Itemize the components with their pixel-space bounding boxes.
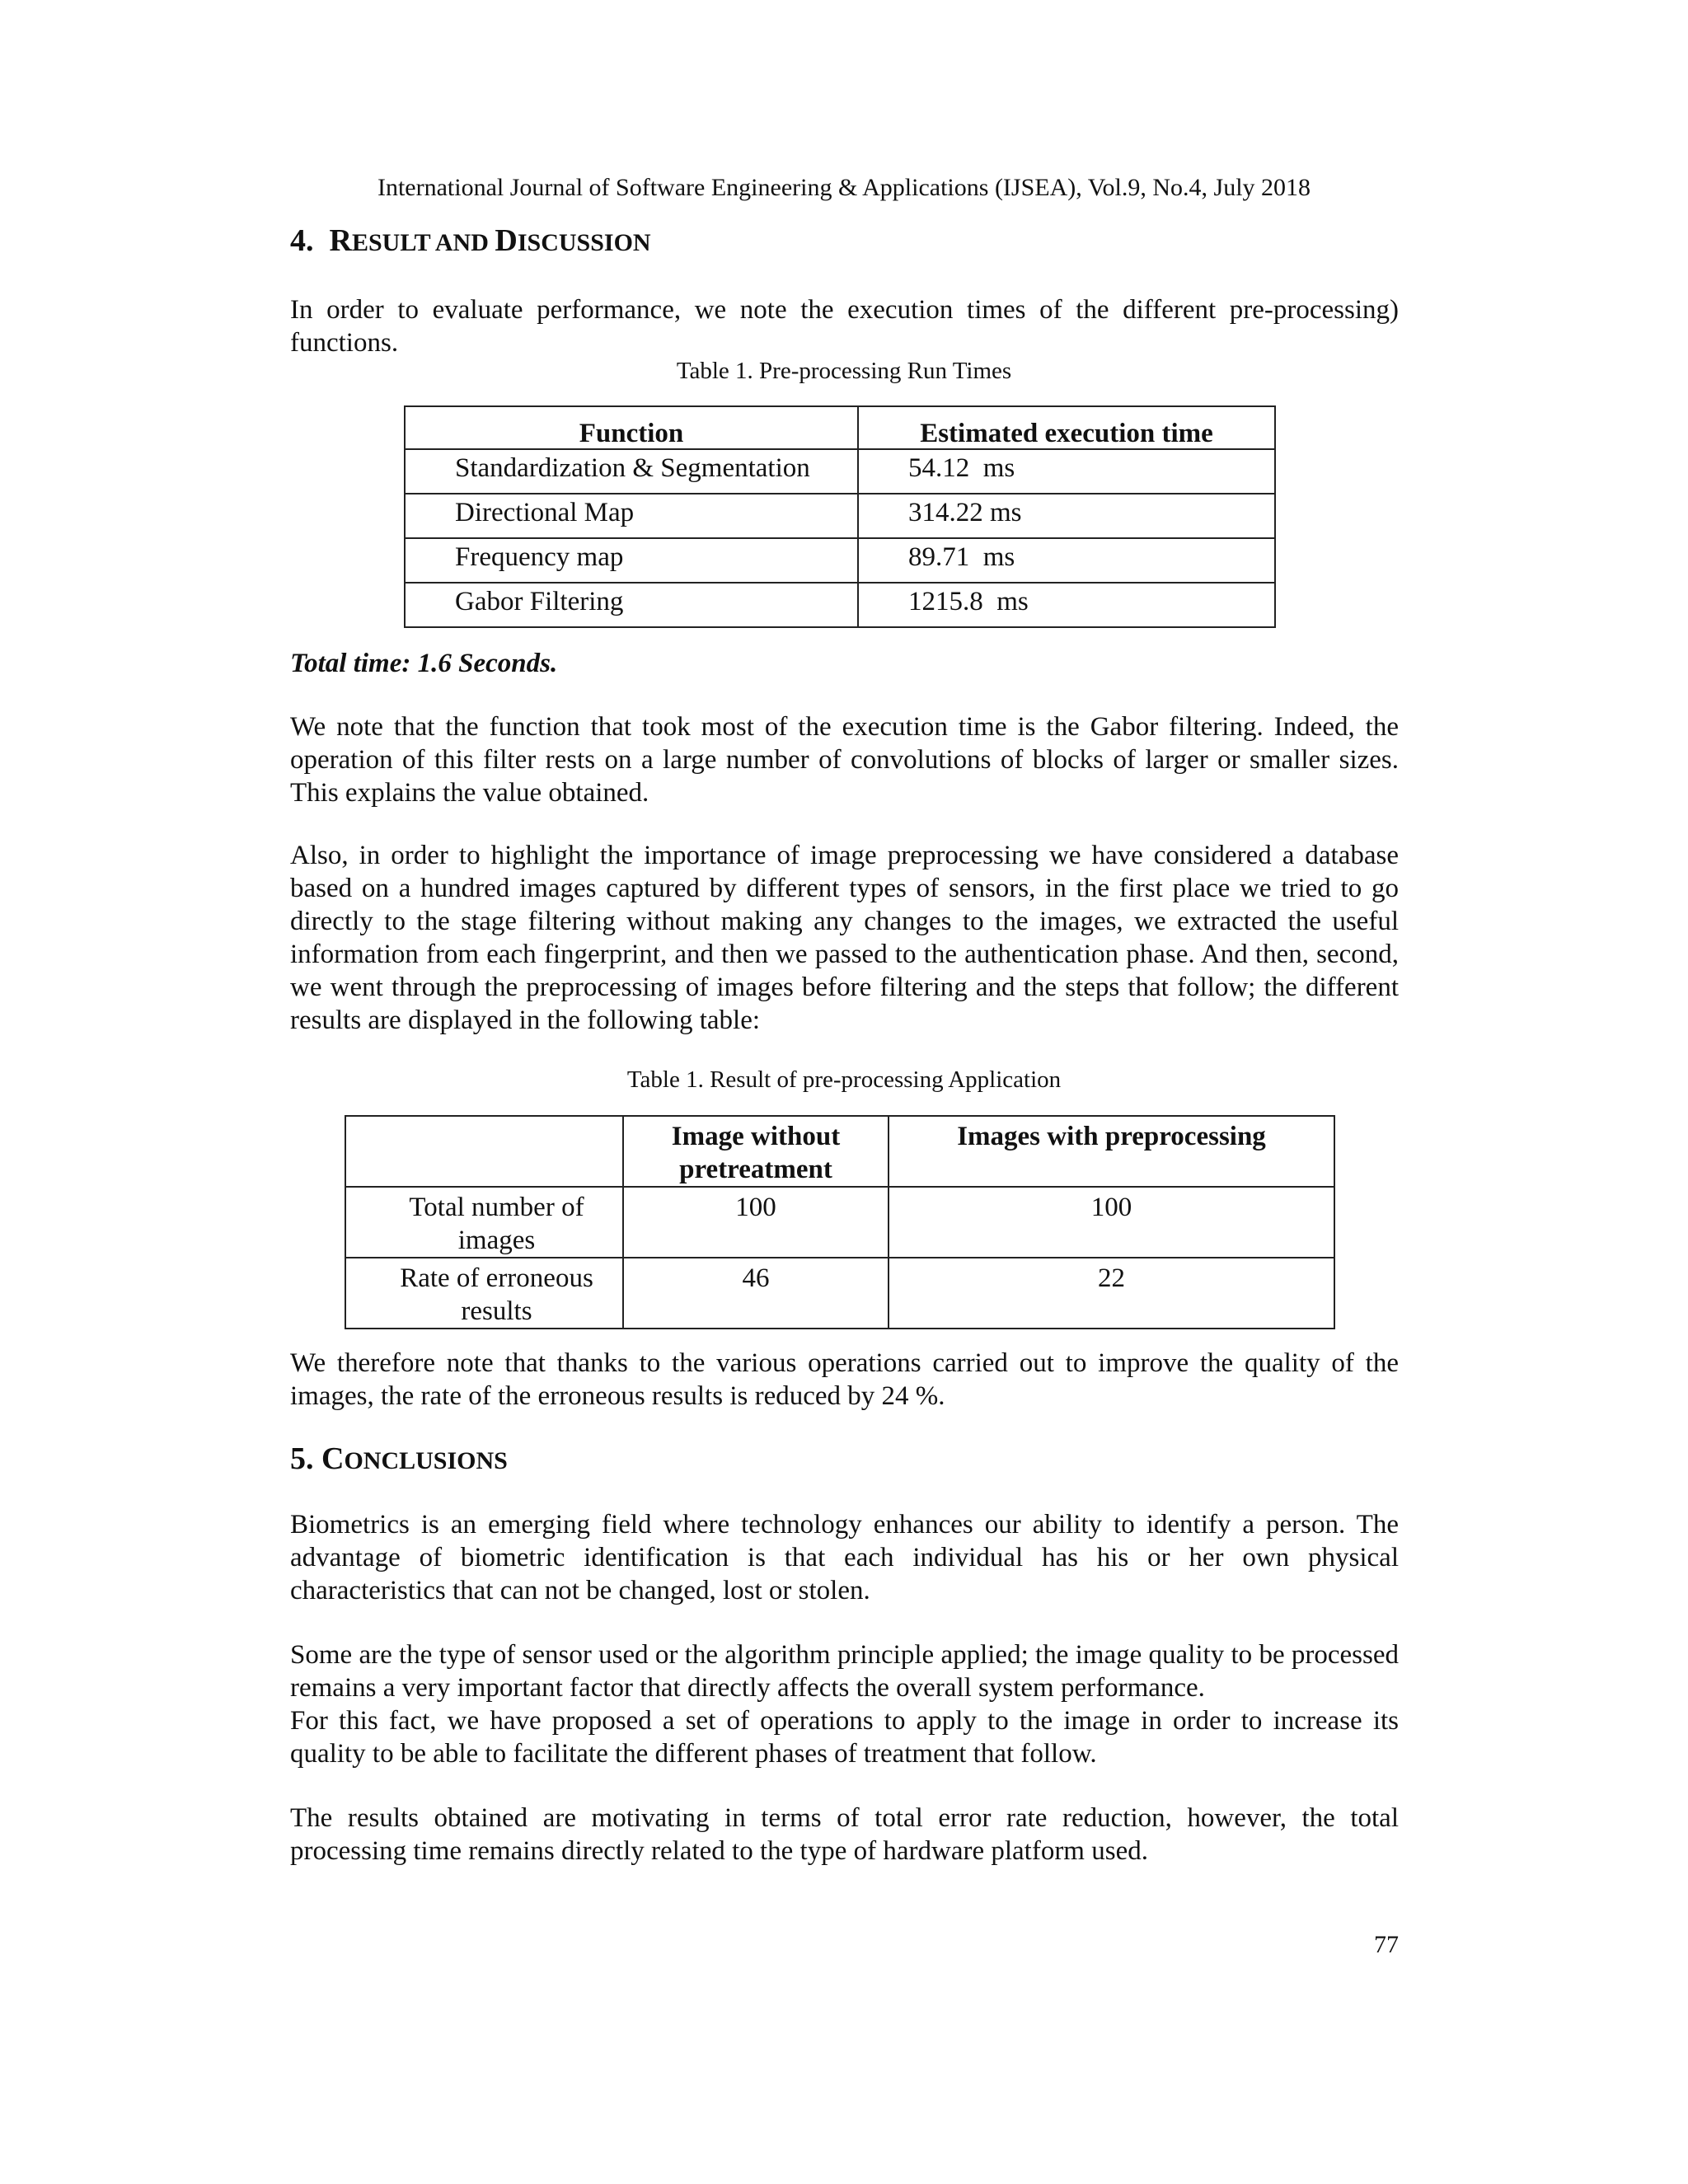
table-row bbox=[405, 538, 1275, 583]
database-paragraph: Also, in order to highlight the importance of image preprocessing we have considered a database based on a hundred images captured by different types of sensors, in the first place we tried to go directly to the stage filtering without making any changes to the images, we extracted the useful information from each fingerprint, and then we passed to the authentication phase. And then, second, we went through the preprocessing of images before filtering and the steps that follow; the different results are displayed in the following table: bbox=[290, 841, 1399, 1035]
column-header: Estimated execution time bbox=[858, 406, 1275, 449]
table-row bbox=[405, 494, 1275, 538]
column-header: Image without pretreatment bbox=[623, 1116, 889, 1187]
run-times-table bbox=[404, 405, 1276, 628]
row-label: Total number of images bbox=[345, 1187, 623, 1258]
sensor-paragraph-2: For this fact, we have proposed a set of operations to apply to the image in order to increase its quality to be able to facilitate the different phases of treatment that follow. bbox=[290, 1706, 1399, 1769]
section-number: 5. bbox=[290, 1441, 314, 1476]
table1-caption: Table 1. Pre-processing Run Times bbox=[676, 358, 1012, 384]
sensor-paragraph-1: Some are the type of sensor used or the algorithm principle applied; the image quality to be processed remains a very important factor that directly affects the overall system performance. bbox=[290, 1640, 1399, 1703]
table-cell: Gabor Filtering bbox=[405, 583, 858, 627]
column-header: Function bbox=[405, 406, 858, 449]
row-label: Rate of erroneous results bbox=[345, 1258, 623, 1329]
results-table bbox=[345, 1115, 1335, 1329]
table-header-row bbox=[345, 1116, 1334, 1187]
column-header bbox=[345, 1116, 623, 1187]
journal-header: International Journal of Software Engineering & Applications (IJSEA), Vol.9, No.4, July 2018 bbox=[377, 174, 1311, 201]
table-row bbox=[405, 449, 1275, 494]
table-cell: 89.71 ms bbox=[858, 538, 1275, 583]
table-cell: 100 bbox=[623, 1187, 889, 1258]
biometrics-paragraph: Biometrics is an emerging field where technology enhances our ability to identify a person. The advantage of biometric identification is that each individual has his or her own physical characteristics that can not be changed, lost or stolen. bbox=[290, 1510, 1399, 1605]
table-cell: Directional Map bbox=[405, 494, 858, 538]
total-time: Total time: 1.6 Seconds. bbox=[290, 649, 558, 678]
table-cell: 314.22 ms bbox=[858, 494, 1275, 538]
section-5-heading: 5. CONCLUSIONS bbox=[290, 1439, 508, 1481]
column-header: Images with preprocessing bbox=[889, 1116, 1334, 1187]
table-cell: 54.12 ms bbox=[858, 449, 1275, 494]
table-cell: 1215.8 ms bbox=[858, 583, 1275, 627]
table-cell: 100 bbox=[889, 1187, 1334, 1258]
section-number: 4. bbox=[290, 223, 314, 258]
rate-paragraph: We therefore note that thanks to the various operations carried out to improve the quality of the images, the rate of the erroneous results is reduced by 24 %. bbox=[290, 1348, 1399, 1411]
table-cell: 22 bbox=[889, 1258, 1334, 1329]
section-4-heading: 4. RESULT AND DISCUSSION bbox=[290, 221, 651, 263]
table2-caption: Table 1. Result of pre-processing Application bbox=[626, 1066, 1062, 1093]
results-paragraph: The results obtained are motivating in terms of total error rate reduction, however, the total processing time remains directly related to the type of hardware platform used. bbox=[290, 1803, 1399, 1866]
intro-paragraph: In order to evaluate performance, we note the execution times of the different pre-processing) functions. bbox=[290, 295, 1399, 358]
table-row bbox=[345, 1258, 1334, 1329]
gabor-paragraph: We note that the function that took most of the execution time is the Gabor filtering. Indeed, the operation of this filter rests on a large number of convolutions of blocks of larger or smaller sizes. This explains the value obtained. bbox=[290, 712, 1399, 808]
table-row bbox=[405, 583, 1275, 627]
page-number: 77 bbox=[1374, 1931, 1399, 1958]
table-row bbox=[345, 1187, 1334, 1258]
table-cell: 46 bbox=[623, 1258, 889, 1329]
table-cell: Standardization & Segmentation bbox=[405, 449, 858, 494]
table-cell: Frequency map bbox=[405, 538, 858, 583]
table-header-row bbox=[405, 406, 1275, 449]
